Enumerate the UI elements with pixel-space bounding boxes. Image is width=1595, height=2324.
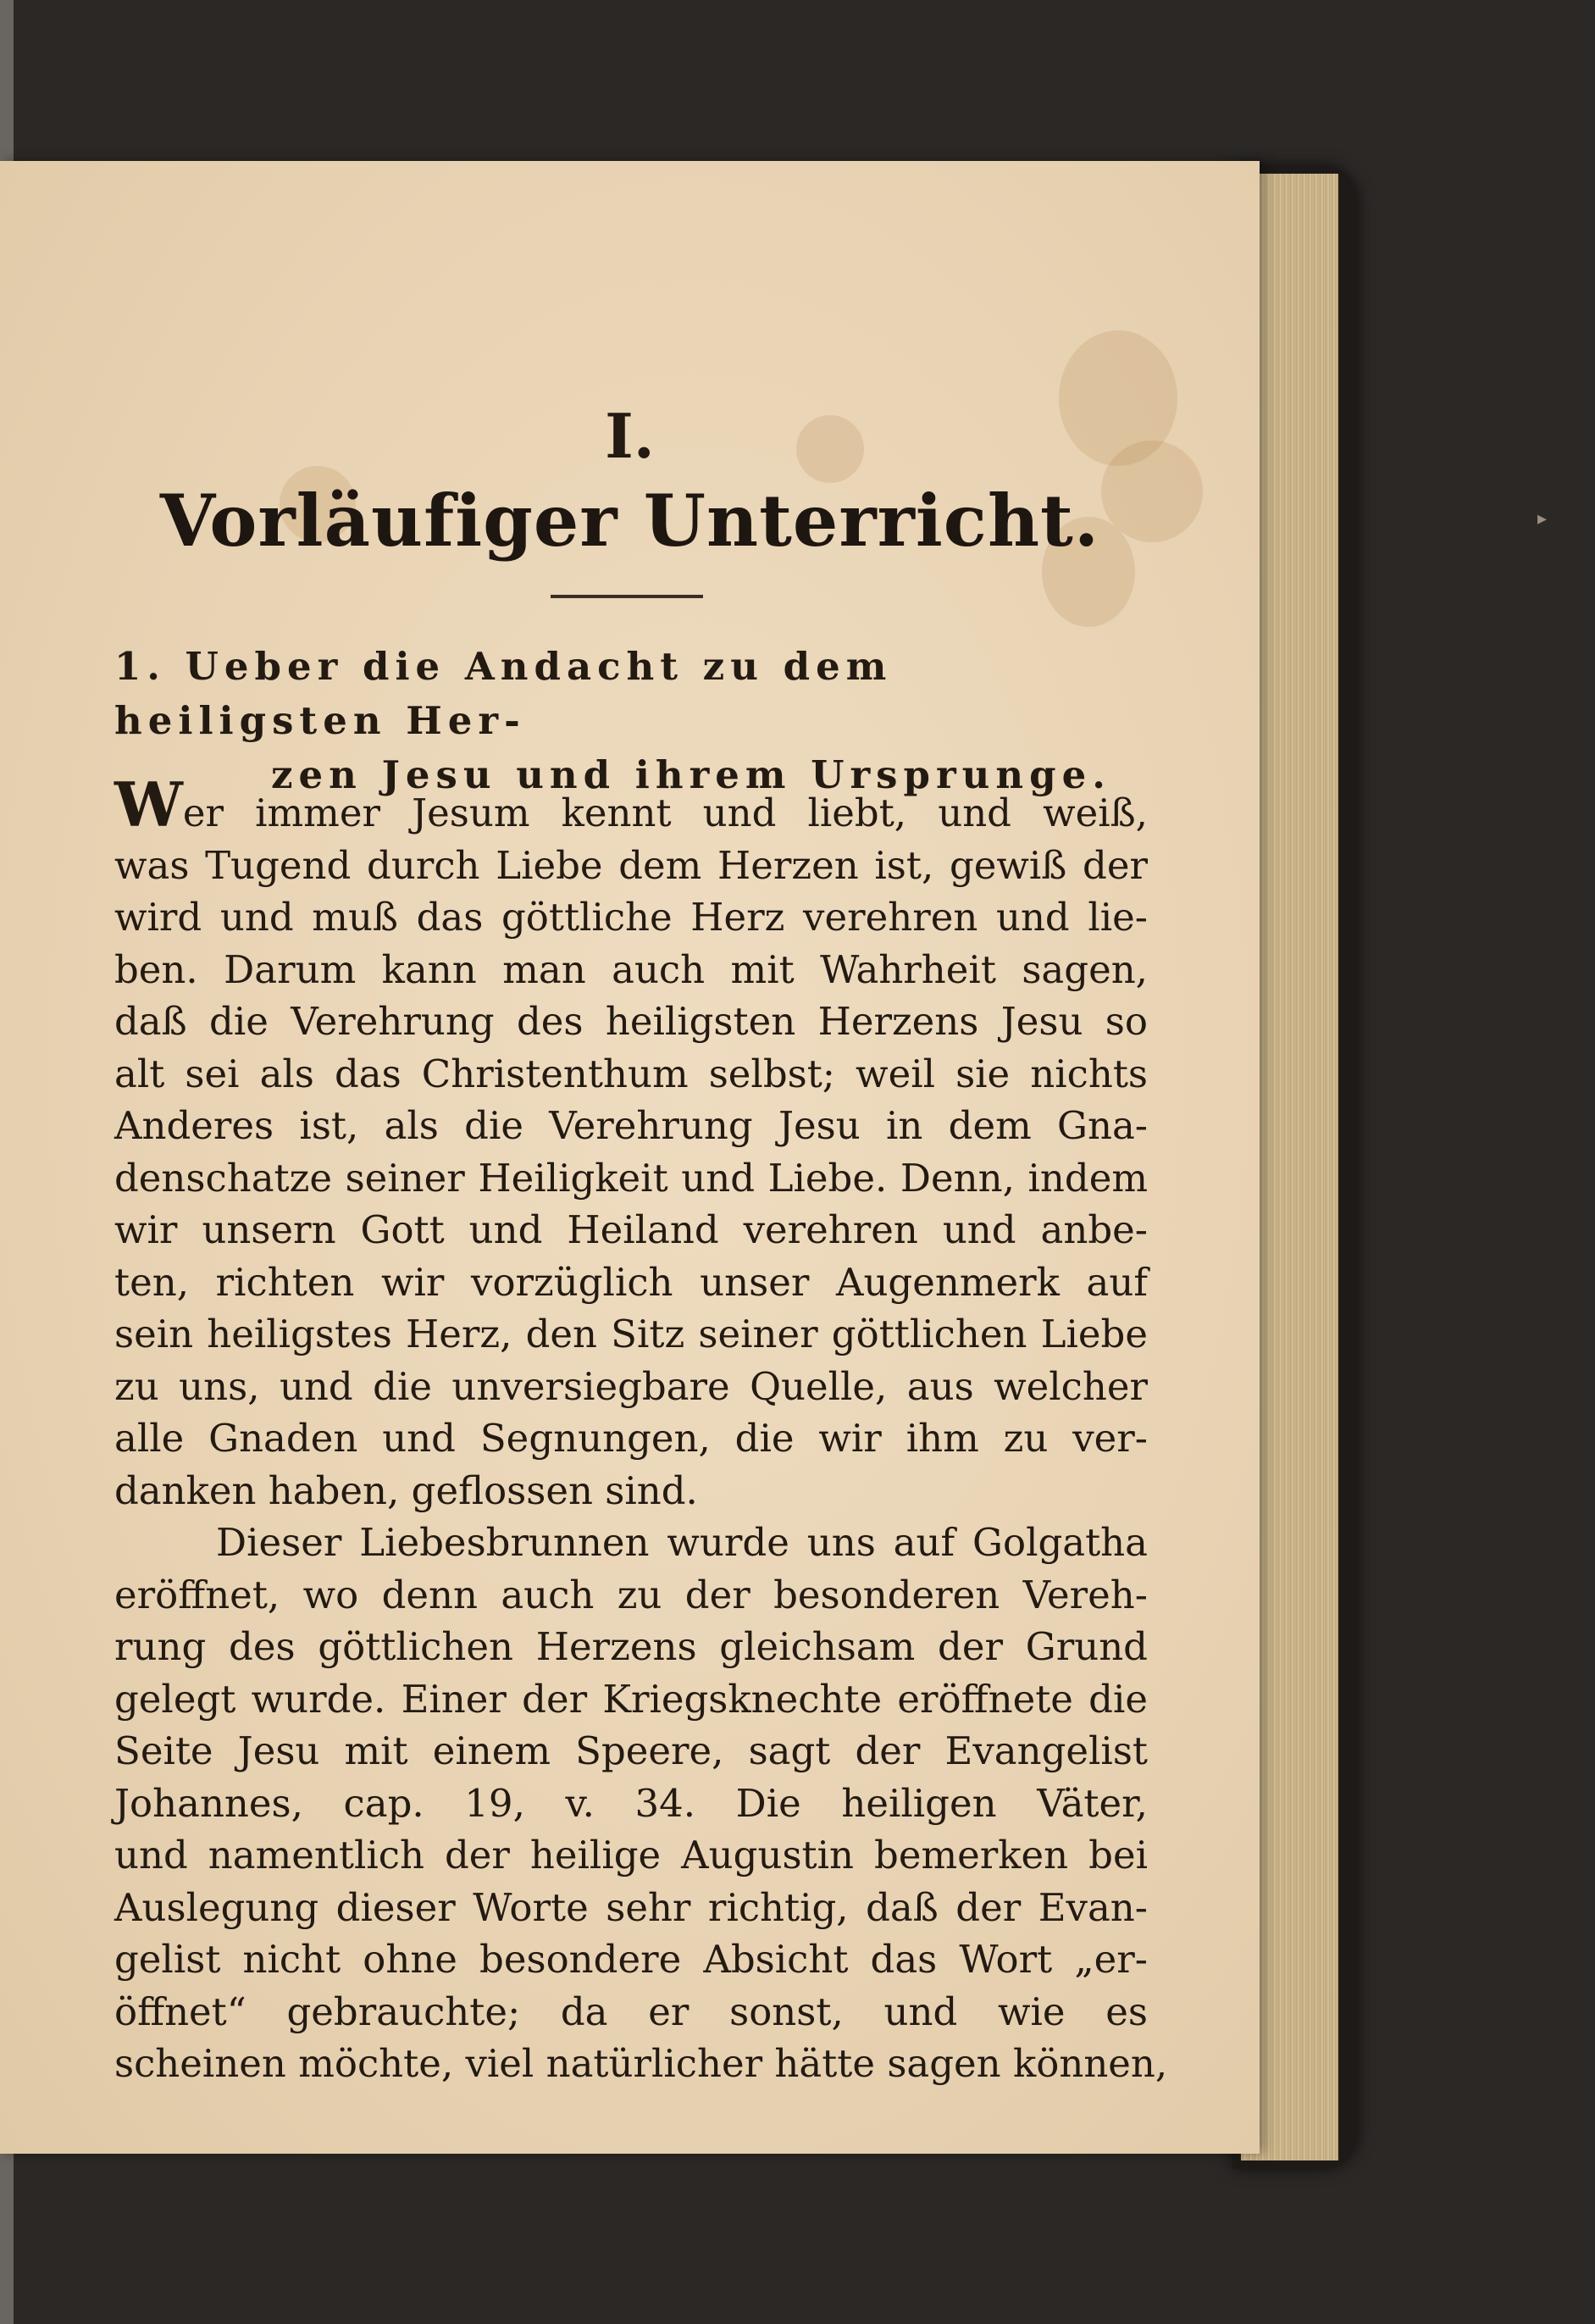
text-line: daß die Verehrung des heiligsten Herzens Jesu so (114, 999, 1148, 1044)
text-line: alt sei als das Christenthum selbst; weil sie nichts (114, 1051, 1148, 1096)
text-line: Anderes ist, als die Verehrung Jesu in dem Gna- (114, 1103, 1148, 1148)
text-line: Dieser Liebesbrunnen wurde uns auf Golgatha (216, 1520, 1148, 1565)
text-line: öffnet“ gebrauchte; da er sonst, und wie es (114, 1988, 1148, 2034)
text-line: Auslegung dieser Worte sehr richtig, daß der Evan- (114, 1884, 1148, 1930)
text-line: was Tugend durch Liebe dem Herzen ist, gewiß der (114, 842, 1148, 888)
text-line: ten, richten wir vorzüglich unser Augenmerk auf (114, 1259, 1148, 1305)
text-line: denschatze seiner Heiligkeit und Liebe. Denn, indem (114, 1155, 1148, 1201)
text-line: sein heiligstes Herz, den Sitz seiner göttlichen Liebe (114, 1312, 1148, 1356)
text-line: eröffnet, wo denn auch zu der besonderen Vereh- (114, 1572, 1148, 1617)
text-line: zu uns, und die unversiegbare Quelle, aus welcher (114, 1363, 1148, 1409)
margin-mark: ▸ (1537, 508, 1548, 530)
text-line: danken haben, geflossen sind. (114, 1467, 698, 1513)
section-heading (114, 640, 1156, 802)
text-line: Seite Jesu mit einem Speere, sagt der Evangelist (114, 1728, 1148, 1773)
text-line: scheinen möchte, viel natürlicher hätte sagen können, (114, 2041, 1168, 2086)
text-line: gelegt wurde. Einer der Kriegsknechte eröffnete die (114, 1676, 1148, 1722)
text-line: wird und muß das göttliche Herz verehren und lie- (114, 895, 1148, 940)
text-line: Wer immer Jesum kennt und liebt, und weiß, (114, 768, 1148, 840)
text-line: Johannes, cap. 19, v. 34. Die heiligen Väter, (114, 1780, 1148, 1826)
text-line: wir unsern Gott und Heiland verehren und anbe- (114, 1207, 1148, 1252)
chapter-number: I. (605, 400, 655, 472)
text-line: ben. Darum kann man auch mit Wahrheit sagen, (114, 946, 1148, 992)
section-heading-line: 1. Ueber die Andacht zu dem heiligsten Her- (114, 644, 893, 743)
text-line: alle Gnaden und Segnungen, die wir ihm zu ver- (114, 1416, 1148, 1461)
title-divider (551, 595, 703, 598)
text-line: rung des göttlichen Herzens gleichsam der Grund (114, 1624, 1148, 1669)
text-line: gelist nicht ohne besondere Absicht das Wort „er- (114, 1937, 1148, 1982)
chapter-title: Vorläufiger Unterricht. (159, 479, 1100, 563)
drop-cap: W (114, 768, 183, 840)
text-line: und namentlich der heilige Augustin bemerken bei (114, 1833, 1148, 1878)
section-heading-line: zen Jesu und ihrem Ursprunge. (271, 752, 1111, 797)
